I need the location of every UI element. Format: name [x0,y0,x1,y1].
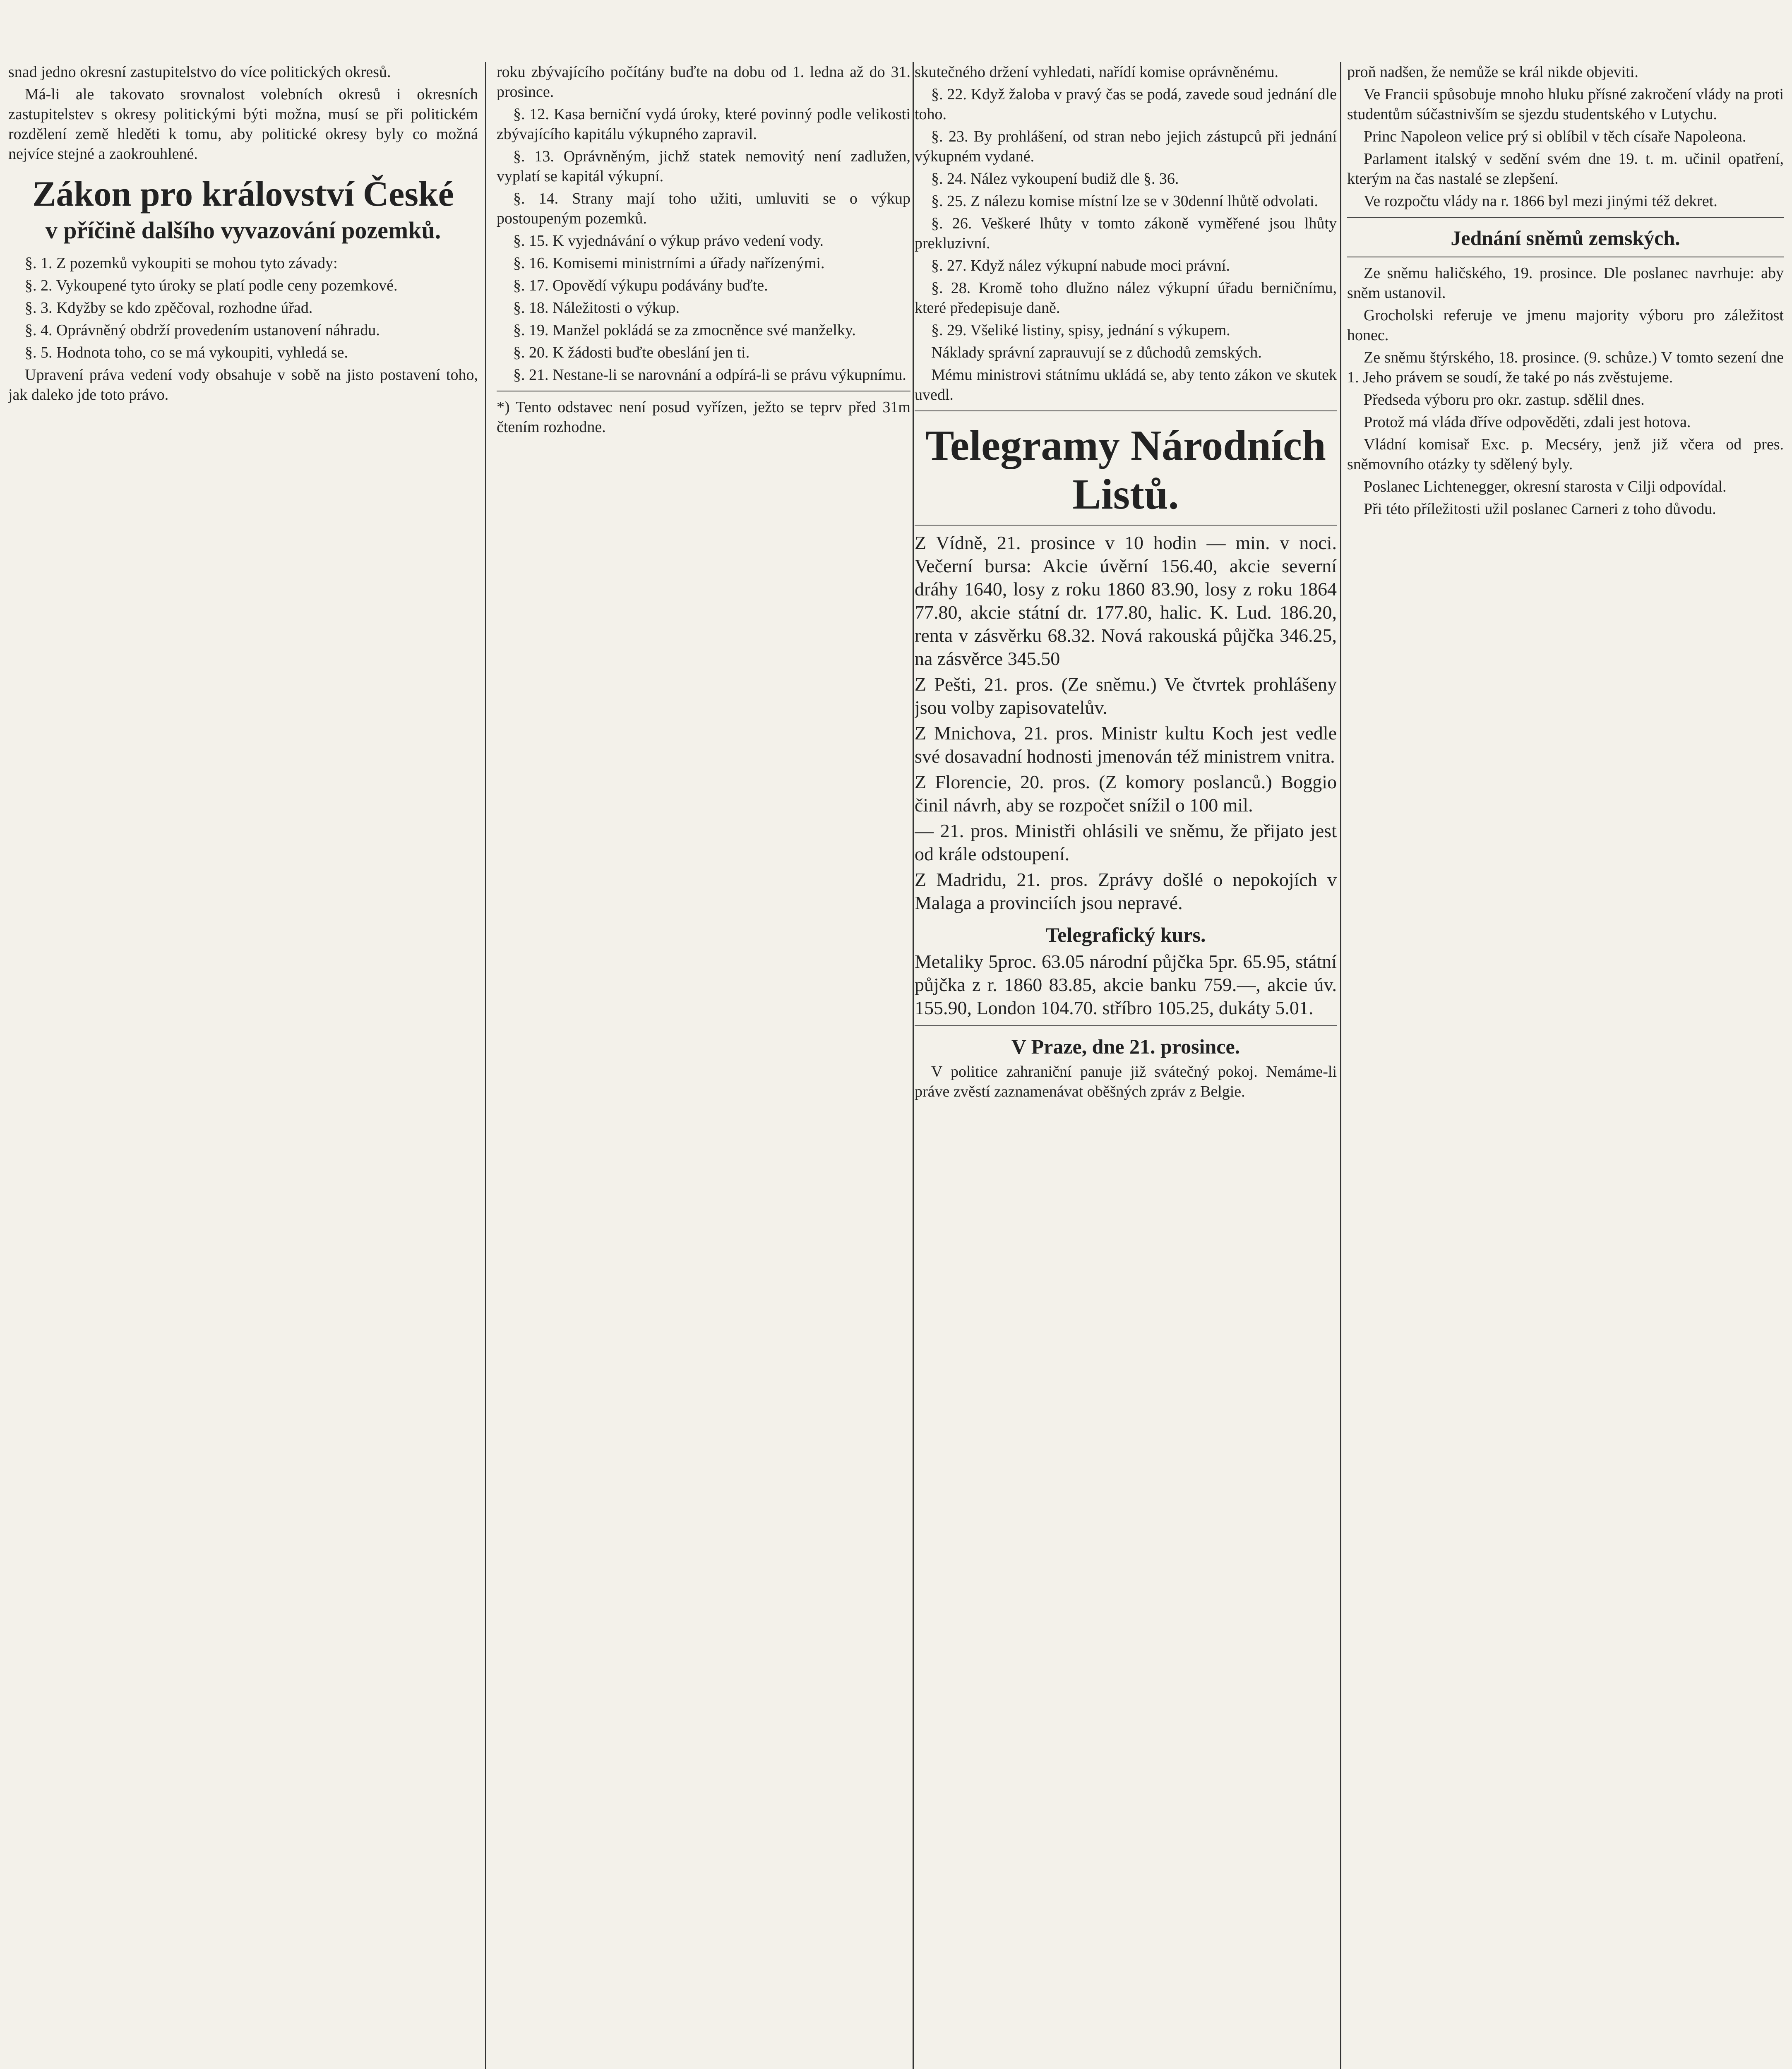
section-rule [1347,217,1784,218]
paragraph: §. 3. Kdyžby se kdo zpěčoval, rozhodne úřad. [25,299,313,317]
paragraph: §. 5. Hodnota toho, co se má vykoupiti, vyhledá se. [25,344,348,361]
section-rule [915,410,1337,411]
paragraph: §. 28. Kromě toho dlužno nález výkupní úřadu berničnímu, které předepisuje daně. [915,279,1337,317]
parliament-heading: Jednání sněmů zemských. [1451,226,1680,250]
paragraph: §. 14. Strany mají toho užiti, umluviti se o výkup postoupeným pozemků. [497,190,910,227]
paragraph: Vládní komisař Exc. p. Mecséry, jenž již včera od pres. sněmovního otázky ty sdělený byly. [1347,436,1784,473]
paragraph: §. 16. Komisemi ministrními a úřady nařízenými. [513,254,825,272]
footnote: *) Tento odstavec není posud vyřízen, ježto se teprv před 31m čtením rozhodne. [497,398,910,436]
section-rule [915,1025,1337,1026]
paragraph: Grocholski referuje ve jmenu majority výboru pro záležitost honec. [1347,307,1784,344]
headline-law-sub: v příčině dalšího vyvazování pozemků. [45,217,441,244]
telegram-heading: Telegramy Národních Listů. [925,422,1326,518]
paragraph: §. 17. Opovědí výkupu podávány buďte. [513,277,768,294]
paragraph: §. 12. Kasa berniční vydá úroky, které povinný podle velikosti zbývajícího kapitálu výkupného zapravil. [497,106,910,143]
paragraph: proň nadšen, že nemůže se král nikde objeviti. [1347,63,1638,81]
paragraph: §. 27. Když nález výkupní nabude moci právní. [931,257,1230,274]
telegram: — 21. pros. Ministři ohlásili ve sněmu, že přijato jest od krále odstoupení. [915,820,1337,864]
section-rule [915,525,1337,526]
paragraph: §. 4. Oprávněný obdrží provedením ustanovení náhradu. [25,322,380,339]
telegram: Z Vídně, 21. prosince v 10 hodin — min. v noci. Večerní bursa: Akcie úvěrní 156.40, akcie severní dráhy 1640, losy z roku 1860 83.90, losy z roku 1864 77.80, akcie státní dr. 177.80, halic. K. Lud. 186.20, renta v zásvěrku 68.32. Nová rakouská půjčka 346.25, na zásvěrce 345.50 [915,532,1337,669]
paragraph: snad jedno okresní zastupitelstvo do více politických okresů. [8,63,391,81]
paragraph: §. 1. Z pozemků vykoupiti se mohou tyto závady: [25,254,338,272]
paragraph: Předseda výboru pro okr. zastup. sdělil dnes. [1364,391,1645,408]
paragraph: §. 18. Náležitosti o výkup. [513,299,680,317]
paragraph: §. 2. Vykoupené tyto úroky se platí podle ceny pozemkové. [25,277,398,294]
column-3 [915,62,1337,2069]
paragraph: §. 19. Manžel pokládá se za zmocněnce své manželky. [513,322,856,339]
paragraph: Ve rozpočtu vlády na r. 1866 byl mezi jinými též dekret. [1364,192,1718,210]
paragraph: Náklady správní zaprauvují se z důchodů zemských. [931,344,1262,361]
paragraph: Při této příležitosti užil poslanec Carneri z toho důvodu. [1364,500,1716,518]
exchange-rates: Metaliky 5proc. 63.05 národní půjčka 5pr. 65.95, státní půjčka z r. 1860 83.85, akcie banku 759.—, akcie úv. 155.90, London 104.70. stříbro 105.25, dukáty 5.01. [915,951,1337,1018]
telegram: Z Pešti, 21. pros. (Ze sněmu.) Ve čtvrtek prohlášeny jsou volby zapisovatelův. [915,674,1337,718]
paragraph: §. 26. Veškeré lhůty v tomto zákoně vyměřené jsou lhůty prekluzivní. [915,215,1337,252]
paragraph: §. 23. By prohlášení, od stran nebo jejich zástupců při jednání výkupném vydané. [915,128,1337,165]
paragraph: §. 20. K žádosti buďte obeslání jen ti. [513,344,750,361]
headline-law: Zákon pro království České [32,174,454,214]
prague-heading: V Praze, dne 21. prosince. [1011,1035,1240,1058]
telegram: Z Mnichova, 21. pros. Ministr kultu Koch jest vedle své dosavadní hodnosti jmenován též ministrem vnitra. [915,722,1337,767]
column-4 [1347,62,1784,2069]
paragraph: §. 13. Oprávněným, jichž statek nemovitý není zadlužen, vyplatí se kapitál výkupní. [497,148,910,185]
paragraph: §. 24. Nález vykoupení budiž dle §. 36. [931,170,1179,187]
column-2 [497,62,910,2069]
paragraph: skutečného držení vyhledati, nařídí komise oprávněnému. [915,63,1279,81]
paragraph: Parlament italský v sedění svém dne 19. t. m. učinil opatření, kterým na čas nastalé se zlepšení. [1347,150,1784,187]
telegram: Z Madridu, 21. pros. Zprávy došlé o nepokojích v Malaga a provinciích jsou nepravé. [915,869,1337,913]
paragraph: §. 22. Když žaloba v pravý čas se podá, zavede soud jednání dle toho. [915,86,1337,123]
paragraph: Mému ministrovi státnímu ukládá se, aby tento zákon ve skutek uvedl. [915,366,1337,403]
paragraph: §. 29. Všeliké listiny, spisy, jednání s výkupem. [931,322,1230,339]
paragraph: §. 15. K vyjednávání o výkup právo vedení vody. [513,232,824,250]
column-1 [8,62,478,2069]
paragraph: Ve Francii spůsobuje mnoho hluku přísné zakročení vlády na proti studentům súčastnivším se sjezdu studentského v Lutychu. [1347,86,1784,123]
paragraph: V politice zahraniční panuje již svátečný pokoj. Nemáme-li práve zvěstí zaznamenávat oběšných zpráv z Belgie. [915,1063,1337,1100]
paragraph: Ze sněmu štýrského, 18. prosince. (9. schůze.) V tomto sezení dne 1. Jeho právem se soudí, že také po nás zvěstujeme. [1347,349,1784,386]
paragraph: roku zbývajícího počítány buďte na dobu od 1. ledna až do 31. prosince. [497,63,910,101]
telegram: Z Florencie, 20. pros. (Z komory poslanců.) Boggio činil návrh, aby se rozpočet snížil o 100 mil. [915,771,1337,816]
paragraph: Upravení práva vedení vody obsahuje v sobě na jisto postavení toho, jak daleko jde toto právo. [8,366,478,403]
paragraph: §. 21. Nestane-li se narovnání a odpírá-li se právu výkupnímu. [513,366,906,384]
paragraph: Ze sněmu haličského, 19. prosince. Dle poslanec navrhuje: aby sněm ustanovil. [1347,264,1784,302]
paragraph: Má-li ale takovato srovnalost volebních okresů i okresních zastupitelstev s okresy politickými býti možna, musí se při politickém rozdělení země hleděti k tomu, aby politické okresy byly co možná nejvíce stejné a zaokrouhlené. [8,86,478,163]
kurs-heading: Telegrafický kurs. [1045,923,1206,946]
paragraph: Princ Napoleon velice prý si oblíbil v těch císaře Napoleona. [1364,128,1746,145]
paragraph: Protož má vláda dříve odpověděti, zdali jest hotova. [1364,413,1691,431]
paragraph: §. 25. Z nálezu komise místní lze se v 30denní lhůtě odvolati. [931,192,1319,210]
paragraph: Poslanec Lichtenegger, okresní starosta v Cilji odpovídal. [1364,478,1727,495]
